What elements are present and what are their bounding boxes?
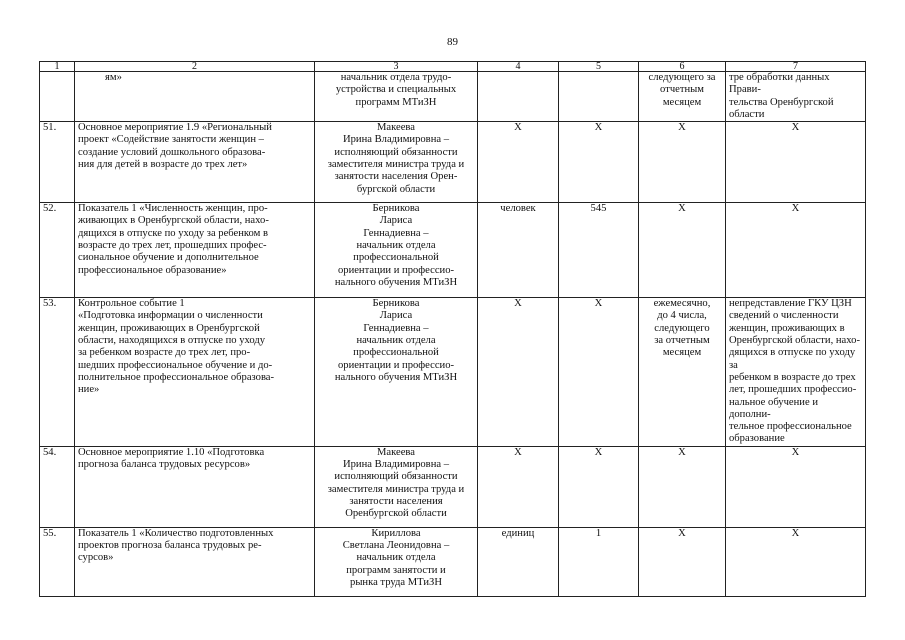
row-note: X xyxy=(726,527,866,596)
row-responsible: начальник отдела трудо- устройства и специальных программ МТиЗН xyxy=(315,72,478,122)
row-responsible: Макеева Ирина Владимировна – исполняющий обязанности заместителя министра труда и занятости населения Орен- бургской области xyxy=(315,122,478,203)
row-period: X xyxy=(639,527,726,596)
column-header: 1 xyxy=(40,62,75,72)
table-row xyxy=(40,122,866,203)
row-period: X xyxy=(639,122,726,203)
row-responsible: Макеева Ирина Владимировна – исполняющий обязанности заместителя министра труда и занятости населения Оренбургской области xyxy=(315,446,478,527)
row-number: 55. xyxy=(40,527,75,596)
row-responsible: Берникова Лариса Геннадиевна – начальник отдела профессиональной ориентации и профессио- нального обучения МТиЗН xyxy=(315,298,478,447)
row-value: X xyxy=(559,298,639,447)
column-header: 7 xyxy=(726,62,866,72)
header-row xyxy=(40,62,866,72)
row-number: 53. xyxy=(40,298,75,447)
column-header: 6 xyxy=(639,62,726,72)
row-unit: человек xyxy=(478,203,559,298)
row-responsible: Берникова Лариса Геннадиевна – начальник отдела профессиональной ориентации и профессио- нального обучения МТиЗН xyxy=(315,203,478,298)
column-header: 5 xyxy=(559,62,639,72)
row-note: непредставление ГКУ ЦЗН сведений о численности женщин, проживающих в Оренбургской области, нахо- дящихся в отпуске по уходу за ребенком в возрасте до трех лет, прошедших профессио- нальное обучение и дополни- тельное профессиональное образование xyxy=(726,298,866,447)
row-note: X xyxy=(726,446,866,527)
row-note: X xyxy=(726,203,866,298)
table-row xyxy=(40,446,866,527)
row-unit: X xyxy=(478,298,559,447)
column-header: 3 xyxy=(315,62,478,72)
row-number: 51. xyxy=(40,122,75,203)
page-number: 89 xyxy=(447,36,458,48)
row-period: следующего за отчетным месяцем xyxy=(639,72,726,122)
row-responsible: Кириллова Светлана Леонидовна – начальник отдела программ занятости и рынка труда МТиЗН xyxy=(315,527,478,596)
row-number: 54. xyxy=(40,446,75,527)
row-value: 1 xyxy=(559,527,639,596)
table-row xyxy=(40,203,866,298)
table-row xyxy=(40,298,866,447)
row-period: X xyxy=(639,446,726,527)
row-title: ям» xyxy=(75,72,315,122)
row-unit: единиц xyxy=(478,527,559,596)
row-number xyxy=(40,72,75,122)
row-unit xyxy=(478,72,559,122)
row-title: Показатель 1 «Количество подготовленных проектов прогноза баланса трудовых ре- сурсов» xyxy=(75,527,315,596)
row-unit: X xyxy=(478,446,559,527)
row-title: Основное мероприятие 1.9 «Региональный проект «Содействие занятости женщин – создание условий дошкольного образова- ния для детей в возрасте до трех лет» xyxy=(75,122,315,203)
row-title: Показатель 1 «Численность женщин, про- живающих в Оренбургской области, нахо- дящихся в отпуске по уходу за ребенком в возрасте до трех лет, прошедших профес- сиональное обучение и дополнительное профессиональное образование» xyxy=(75,203,315,298)
row-unit: X xyxy=(478,122,559,203)
row-note: тре обработки данных Прави- тельства Оренбургской области xyxy=(726,72,866,122)
row-period: X xyxy=(639,203,726,298)
row-note: X xyxy=(726,122,866,203)
column-header: 4 xyxy=(478,62,559,72)
plan-table xyxy=(39,61,866,597)
row-title: Контрольное событие 1 «Подготовка информации о численности женщин, проживающих в Оренбургской области, находящихся в отпуске по уходу за ребенком возрасте до трех лет, про- шедших профессиональное обучение и до- полнительное профессиональное образова- ние» xyxy=(75,298,315,447)
column-header: 2 xyxy=(75,62,315,72)
table-row xyxy=(40,527,866,596)
row-title: Основное мероприятие 1.10 «Подготовка прогноза баланса трудовых ресурсов» xyxy=(75,446,315,527)
row-value: X xyxy=(559,446,639,527)
row-value: X xyxy=(559,122,639,203)
row-period: ежемесячно, до 4 числа, следующего за отчетным месяцем xyxy=(639,298,726,447)
row-value xyxy=(559,72,639,122)
table-row xyxy=(40,72,866,122)
row-number: 52. xyxy=(40,203,75,298)
row-value: 545 xyxy=(559,203,639,298)
